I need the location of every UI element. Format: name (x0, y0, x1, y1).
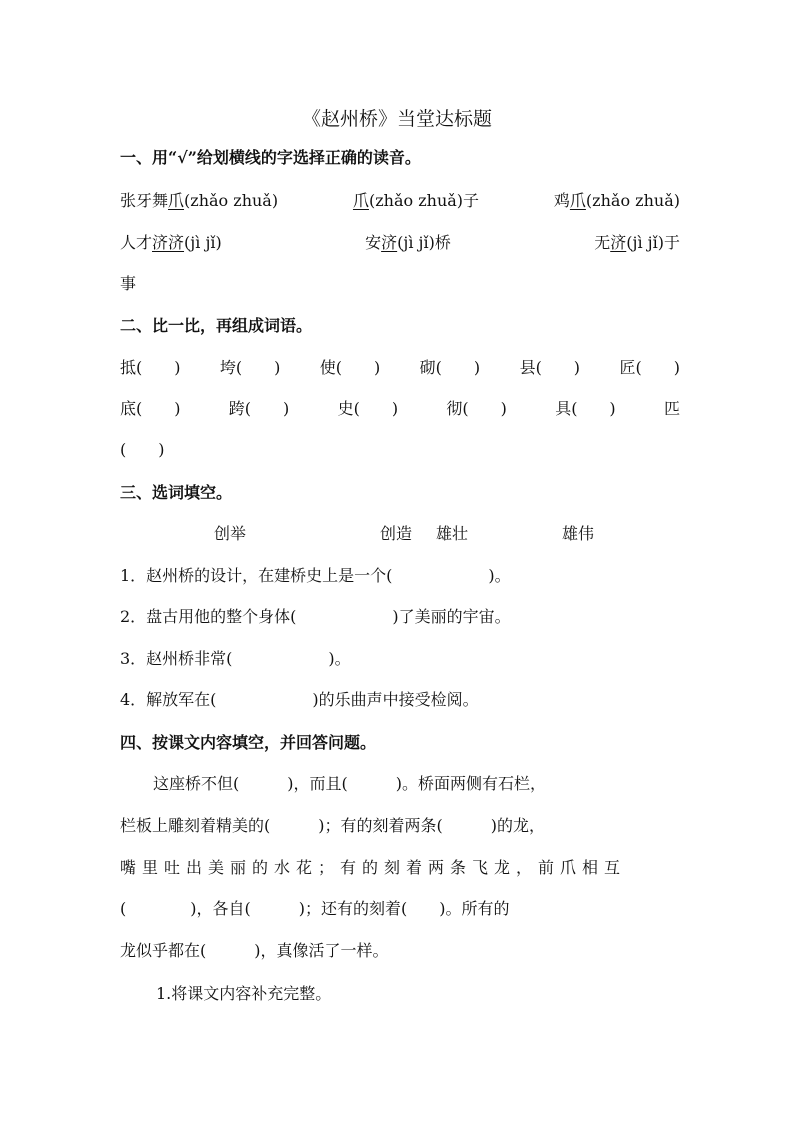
question-1: 1.将课文内容补充完整。 (156, 984, 332, 1003)
pinyin-item: 人才济济(jì jǐ) (120, 233, 222, 252)
section-1-heading: 一、用“√”给划横线的字选择正确的读音。 (120, 148, 421, 167)
fill-item-3: 3．赵州桥非常( )。 (120, 649, 351, 668)
pinyin-row-1 (120, 190, 680, 212)
section-2-heading: 二、比一比，再组成词语。 (120, 316, 313, 335)
compare-item: 具( ) (555, 399, 616, 418)
word-option: 雄伟 (561, 524, 594, 543)
compare-row-2 (120, 398, 680, 420)
compare-item: 县( ) (519, 358, 581, 377)
compare-item: 彻( ) (446, 399, 507, 418)
compare-item: 垮( ) (219, 358, 281, 377)
compare-item: 匹 (663, 399, 680, 418)
compare-item: 匠( ) (619, 358, 680, 377)
page-title: 《赵州桥》当堂达标题 (301, 108, 492, 130)
compare-item: 抵( ) (120, 358, 181, 377)
word-option: 雄壮 (435, 524, 468, 543)
compare-row-1 (120, 357, 680, 379)
pinyin-item: 无济(jì jǐ)于 (594, 233, 680, 252)
passage-line-4: ( )，各自( )；还有的刻着( )。所有的 (120, 899, 510, 918)
compare-item: 跨( ) (228, 399, 290, 418)
fill-item-1: 1．赵州桥的设计，在建桥史上是一个( )。 (120, 566, 511, 585)
compare-item: 砌( ) (419, 358, 481, 377)
pinyin-item: 爪(zhǎo zhuǎ)子 (352, 191, 480, 210)
word-option: 创举 (214, 524, 247, 543)
section-3-heading: 三、选词填空。 (120, 483, 233, 502)
compare-item: 史( ) (337, 399, 399, 418)
pinyin-row-2 (120, 232, 680, 254)
passage-line-3: 嘴里吐出美丽的水花；有的刻着两条飞龙，前爪相互 (120, 858, 627, 877)
pinyin-item: 鸡爪(zhǎo zhuǎ) (553, 191, 680, 210)
word-bank (214, 523, 594, 545)
passage-line-2: 栏板上雕刻着精美的( )；有的刻着两条( )的龙， (120, 816, 545, 835)
pinyin-row-3: 事 (120, 274, 137, 293)
pinyin-item: 安济(jì jǐ)桥 (365, 233, 451, 252)
passage-line-1: 这座桥不但( )，而且( )。桥面两侧有石栏， (153, 774, 546, 793)
passage-line-5: 龙似乎都在( )，真像活了一样。 (120, 941, 389, 960)
pinyin-item: 张牙舞爪(zhǎo zhuǎ) (120, 191, 279, 210)
compare-row-3: ( ) (120, 440, 165, 459)
compare-item: 底( ) (120, 399, 181, 418)
compare-item: 使( ) (319, 358, 381, 377)
word-option: 创造 (379, 524, 412, 543)
section-4-heading: 四、按课文内容填空，并回答问题。 (120, 733, 377, 752)
fill-item-4: 4．解放军在( )的乐曲声中接受检阅。 (120, 690, 479, 709)
fill-item-2: 2．盘古用他的整个身体( )了美丽的宇宙。 (120, 607, 511, 626)
